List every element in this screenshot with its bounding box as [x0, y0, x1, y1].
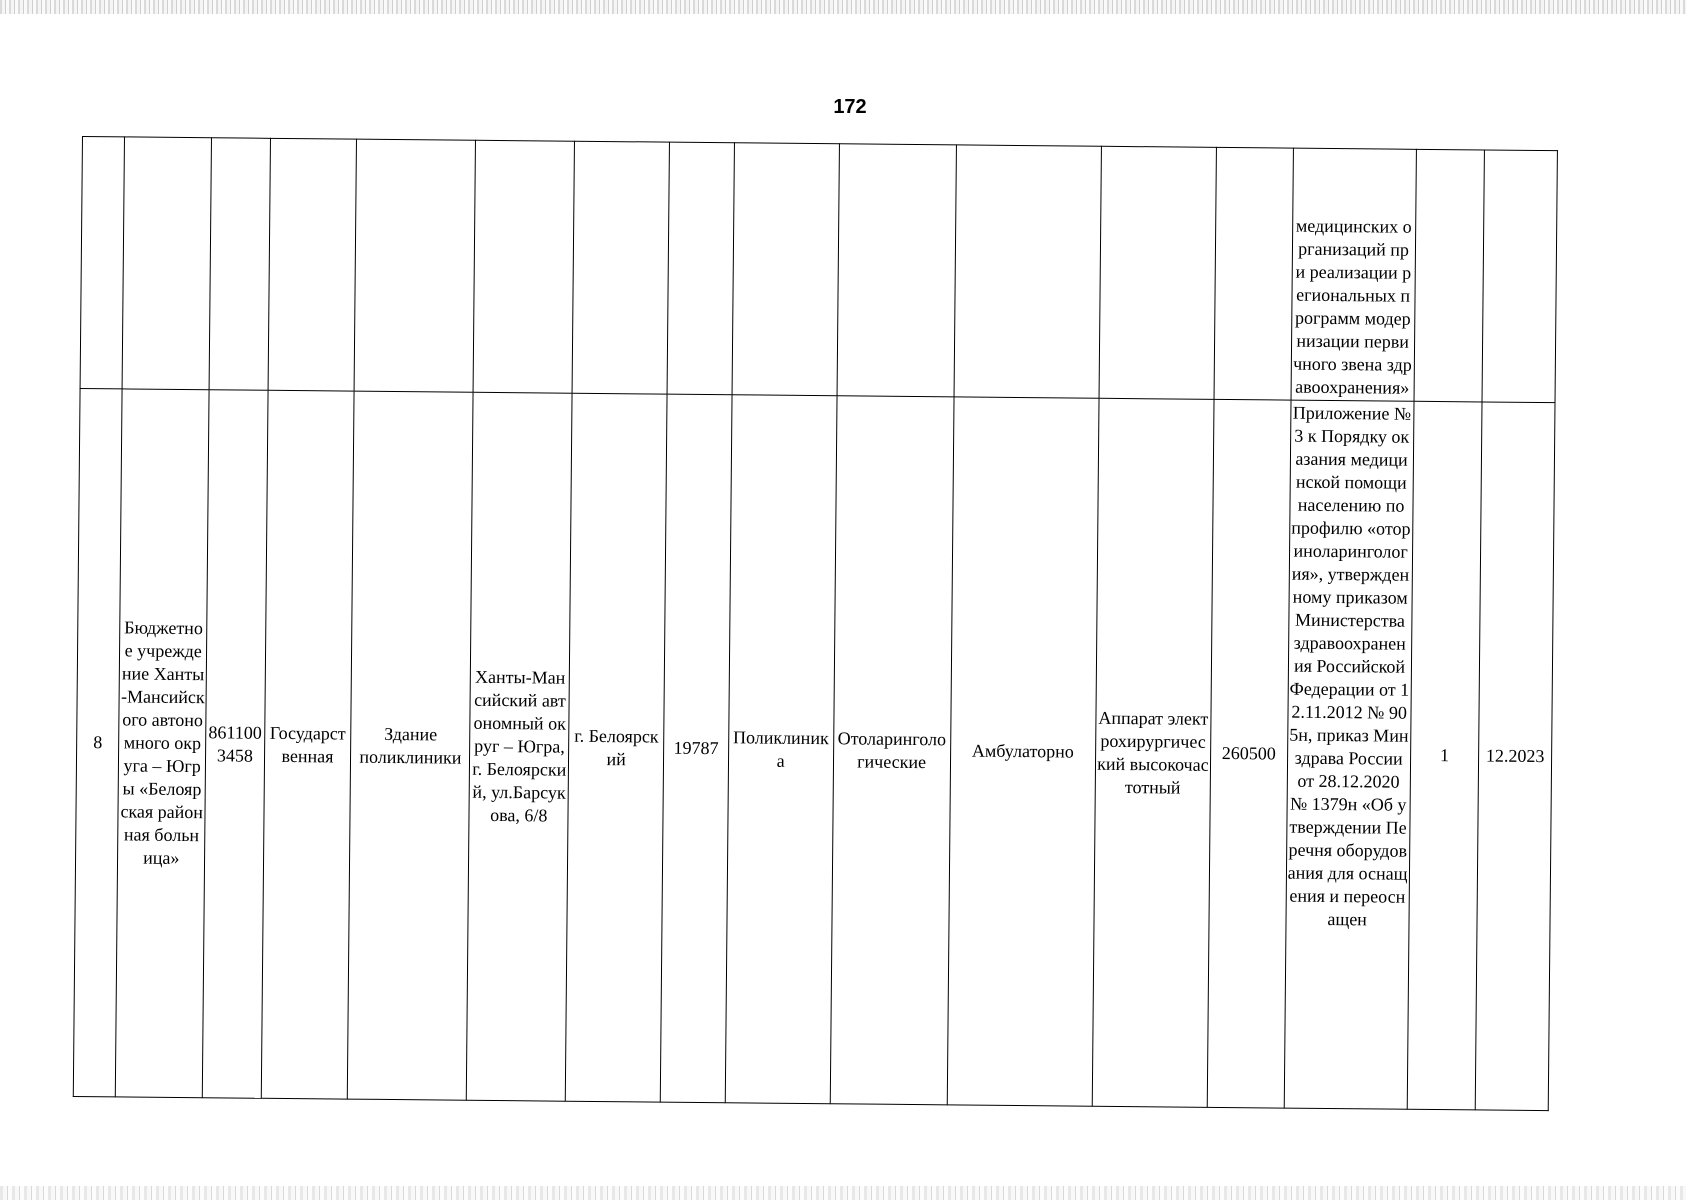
cell-equipment-code [1214, 147, 1293, 400]
table-row-continuation [80, 137, 1557, 403]
scan-edge-top [0, 0, 1686, 14]
cell-inn: 8611003458 [202, 390, 267, 1099]
cell-facility [732, 143, 839, 396]
cell-address: Ханты-Мансийский автономный округ – Югра, г. Белоярский, ул.Барсукова, 6/8 [467, 392, 573, 1101]
cell-inn [209, 138, 270, 391]
cell-conditions [954, 145, 1102, 398]
equipment-table [73, 136, 1558, 1111]
cell-date [1482, 150, 1557, 403]
cell-organization [122, 137, 211, 390]
cell-code: 19787 [660, 394, 731, 1103]
cell-date: 12.2023 [1475, 402, 1555, 1111]
cell-conditions: Амбулаторно [947, 397, 1099, 1106]
scan-edge-bottom [0, 1186, 1686, 1200]
cell-ownership [268, 138, 357, 391]
cell-building: Здание поликлиники [348, 391, 474, 1100]
page-number: 172 [833, 96, 867, 118]
cell-facility: Поликлиника [725, 395, 837, 1104]
cell-organization: Бюджетное учреждение Ханты-Мансийского автономного округа – Югры «Белоярская районная больница» [116, 389, 210, 1098]
table-row [73, 388, 1555, 1110]
cell-code [667, 142, 734, 395]
cell-equipment [1099, 146, 1216, 399]
cell-department [837, 144, 956, 397]
cell-document-continued: медицинских организаций при реализации региональных программ модернизации первичного звена здравоохранения» [1291, 148, 1416, 401]
cell-num: 8 [73, 388, 122, 1096]
cell-city: г. Белоярский [566, 393, 668, 1102]
cell-equipment: Аппарат электрохирургический высокочастотный [1092, 398, 1214, 1107]
cell-num [80, 137, 125, 389]
cell-building [354, 139, 475, 392]
cell-quantity: 1 [1407, 401, 1482, 1110]
cell-ownership: Государственная [261, 390, 355, 1099]
cell-department: Отоларингологические [830, 396, 954, 1105]
cell-quantity [1414, 149, 1485, 402]
cell-city [572, 141, 669, 394]
cell-equipment-code: 260500 [1207, 399, 1290, 1108]
cell-document: Приложение № 3 к Порядку оказания медицинской помощи населению по профилю «оториноларингология», утвержденному приказом Министерства здравоохранения Российской Федерации от 12.11.2012 № 905н, приказ Минздрава России от 28.12.2020 № 1379н «Об утверждении Перечня оборудования для оснащения и переоснащен [1284, 400, 1414, 1109]
cell-address [473, 140, 574, 393]
